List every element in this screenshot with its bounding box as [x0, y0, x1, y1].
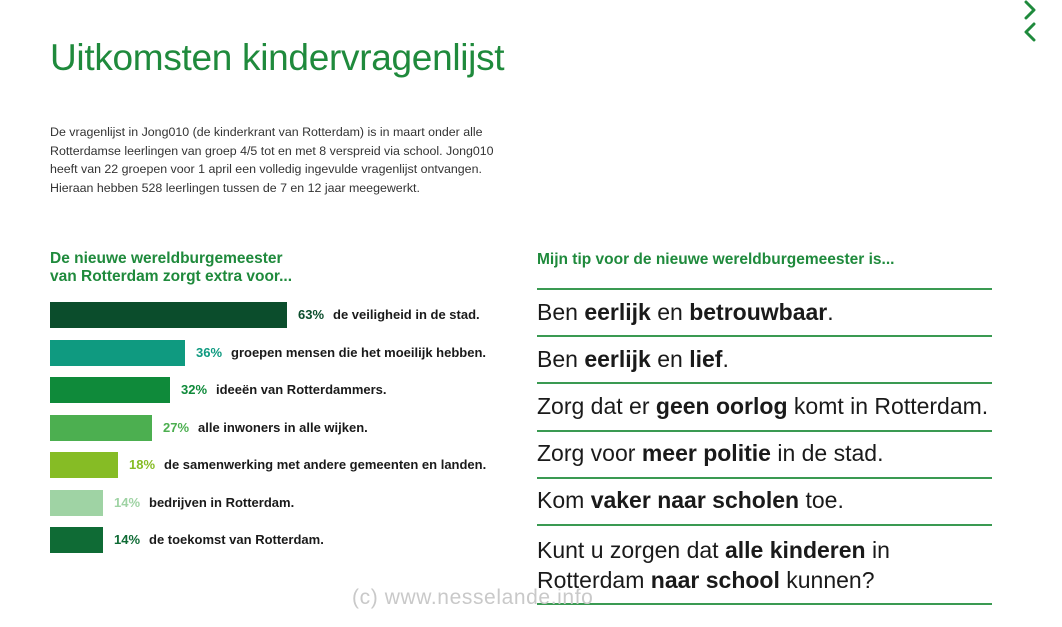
bar-category-label: de toekomst van Rotterdam.	[149, 532, 324, 547]
bar-row	[50, 490, 520, 516]
bar	[50, 527, 103, 553]
tip-divider	[537, 603, 992, 605]
tip-emphasis: eerlijk	[584, 299, 651, 325]
bar	[50, 490, 103, 516]
tip-divider	[537, 335, 992, 337]
bar	[50, 452, 118, 478]
bar-category-label: ideeën van Rotterdammers.	[216, 382, 387, 397]
bar-value-label: 63%	[298, 307, 325, 322]
chevron-left-icon[interactable]	[1020, 22, 1040, 42]
watermark: (c) www.nesselande.info	[352, 586, 594, 609]
tip-emphasis: lief	[689, 346, 723, 372]
page-navigation	[1020, 0, 1042, 44]
tip-item: Kunt u zorgen dat alle kinderen in Rotterdam naar school kunnen?	[537, 537, 890, 593]
tip-item: Ben eerlijk en betrouwbaar.	[537, 299, 834, 325]
bar-category-label: de veiligheid in de stad.	[333, 307, 480, 322]
bar	[50, 377, 170, 403]
tip-emphasis: meer politie	[641, 440, 771, 466]
tip-divider	[537, 524, 992, 526]
bar-row	[50, 527, 520, 553]
bar-value-label: 36%	[196, 344, 223, 360]
tip-divider	[537, 382, 992, 384]
tip-item: Ben eerlijk en lief.	[537, 346, 729, 372]
bar-category-label: groepen mensen die het moeilijk hebben.	[231, 344, 486, 360]
bar-category-label: de samenwerking met andere gemeenten en landen.	[164, 457, 487, 472]
bar-category-label: alle inwoners in alle wijken.	[198, 419, 368, 435]
bar-value-label: 14%	[114, 532, 141, 547]
bar-category-label: bedrijven in Rotterdam.	[149, 494, 295, 510]
tip-divider	[537, 430, 992, 432]
tip-emphasis: naar school	[650, 567, 780, 593]
bar-row	[50, 340, 520, 366]
bar-value-label: 14%	[114, 494, 141, 510]
bar-value-label: 18%	[129, 457, 156, 472]
bar	[50, 415, 152, 441]
tip-emphasis: eerlijk	[584, 346, 651, 372]
bar-row	[50, 452, 520, 478]
chevron-right-icon[interactable]	[1020, 0, 1040, 20]
tip-divider	[537, 288, 992, 290]
bar	[50, 302, 287, 328]
bar-row	[50, 302, 520, 328]
intro-paragraph: De vragenlijst in Jong010 (de kinderkrant van Rotterdam) is in maart onder alle Rotterdamse leerlingen van groep 4/5 tot en met 8 verspreid via school. Jong010 heeft van 22 groepen voor 1 april een volledig ingevulde vragenlijst ontvangen. Hieraan hebben 528 leerlingen tussen de 7 en 12 jaar meegewerkt.	[50, 125, 494, 195]
chart-title: De nieuwe wereldburgemeester van Rotterdam zorgt extra voor...	[50, 250, 293, 285]
tip-emphasis: vaker naar scholen	[590, 487, 800, 513]
tips-title: Mijn tip voor de nieuwe wereldburgemeester is...	[537, 251, 895, 268]
tip-emphasis: geen oorlog	[655, 393, 788, 419]
tip-item: Zorg voor meer politie in de stad.	[537, 440, 884, 466]
tip-emphasis: betrouwbaar	[689, 299, 828, 325]
bar-value-label: 27%	[163, 419, 190, 435]
bar-value-label: 32%	[181, 382, 208, 397]
tip-item: Kom vaker naar scholen toe.	[537, 487, 844, 513]
bar-row	[50, 415, 520, 441]
bar	[50, 340, 185, 366]
page-title: Uitkomsten kindervragenlijst	[50, 37, 505, 78]
tip-divider	[537, 477, 992, 479]
tip-emphasis: alle kinderen	[724, 537, 866, 563]
bar-row	[50, 377, 520, 403]
tip-item: Zorg dat er geen oorlog komt in Rotterdam.	[537, 393, 989, 419]
